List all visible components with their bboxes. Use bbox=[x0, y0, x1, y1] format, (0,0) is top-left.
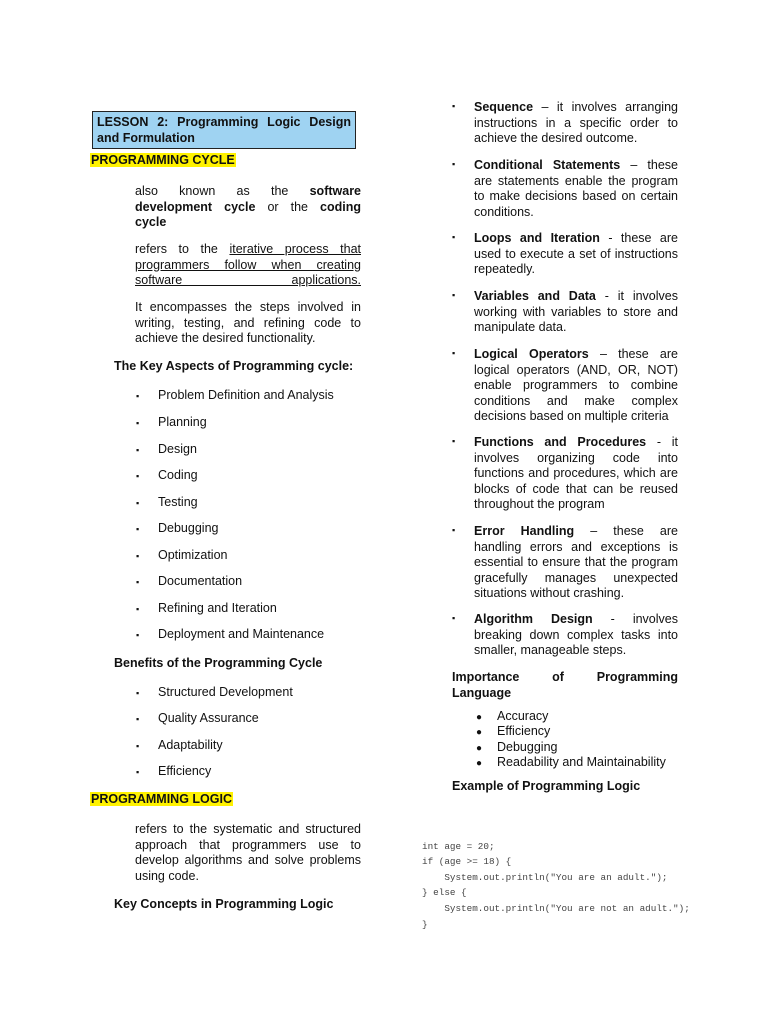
list-item: ● Readability and Maintainability bbox=[476, 755, 666, 769]
key-concepts-heading: Key Concepts in Programming Logic bbox=[114, 897, 334, 911]
example-heading: Example of Programming Logic bbox=[452, 779, 641, 793]
programming-logic-heading: PROGRAMMING LOGIC bbox=[91, 792, 232, 806]
list-item: ● Efficiency bbox=[476, 724, 551, 738]
code-line: } else { bbox=[422, 887, 467, 899]
code-example bbox=[422, 823, 690, 948]
list-item: ▪ Testing bbox=[136, 495, 198, 509]
list-item: ▪ Adaptability bbox=[136, 738, 223, 752]
lesson-title: LESSON 2: Programming Logic Design and Formulation bbox=[97, 115, 351, 145]
code-line: } bbox=[422, 918, 428, 930]
key-aspects-heading: The Key Aspects of Programming cycle: bbox=[114, 359, 354, 373]
code-line: System.out.println("You are an adult."); bbox=[422, 871, 668, 883]
list-item: ▪ Debugging bbox=[136, 521, 219, 535]
cycle-point-1: also known as the software development cycle or the coding cycle bbox=[135, 184, 362, 229]
list-item: ▪ Deployment and Maintenance bbox=[136, 627, 325, 641]
programming-cycle-heading: PROGRAMMING CYCLE bbox=[91, 153, 235, 167]
benefits-heading: Benefits of the Programming Cycle bbox=[114, 656, 323, 670]
list-item: ▪ Coding bbox=[136, 468, 198, 482]
list-item: ▪ Design bbox=[136, 442, 197, 456]
importance-heading: Importance of Programming Language bbox=[452, 670, 678, 700]
list-item: ▪ Quality Assurance bbox=[136, 711, 259, 725]
list-item: ▪ Problem Definition and Analysis bbox=[136, 388, 334, 402]
logic-point: refers to the systematic and structured approach that programmers use to develop algorithms and solve problems using code. bbox=[135, 822, 361, 883]
list-item: ▪ Documentation bbox=[136, 574, 243, 588]
code-line: int age = 20; bbox=[422, 840, 495, 852]
code-line: if (age >= 18) { bbox=[422, 856, 512, 868]
lesson-title-box bbox=[92, 111, 356, 149]
list-item: ▪ Optimization bbox=[136, 548, 228, 562]
list-item: ▪ Planning bbox=[136, 415, 207, 429]
list-item: ▪ Efficiency bbox=[136, 764, 212, 778]
list-item: ● Accuracy bbox=[476, 709, 549, 723]
list-item: ▪ Refining and Iteration bbox=[136, 601, 277, 615]
list-item: ● Debugging bbox=[476, 740, 558, 754]
code-line: System.out.println("You are not an adult."); bbox=[422, 902, 690, 914]
list-item: ▪ Structured Development bbox=[136, 685, 293, 699]
cycle-point-3: It encompasses the steps involved in writing, testing, and refining code to achieve the desired functionality. bbox=[135, 300, 361, 345]
cycle-point-2: refers to the iterative process that programmers follow when creating software applications. bbox=[135, 242, 361, 287]
